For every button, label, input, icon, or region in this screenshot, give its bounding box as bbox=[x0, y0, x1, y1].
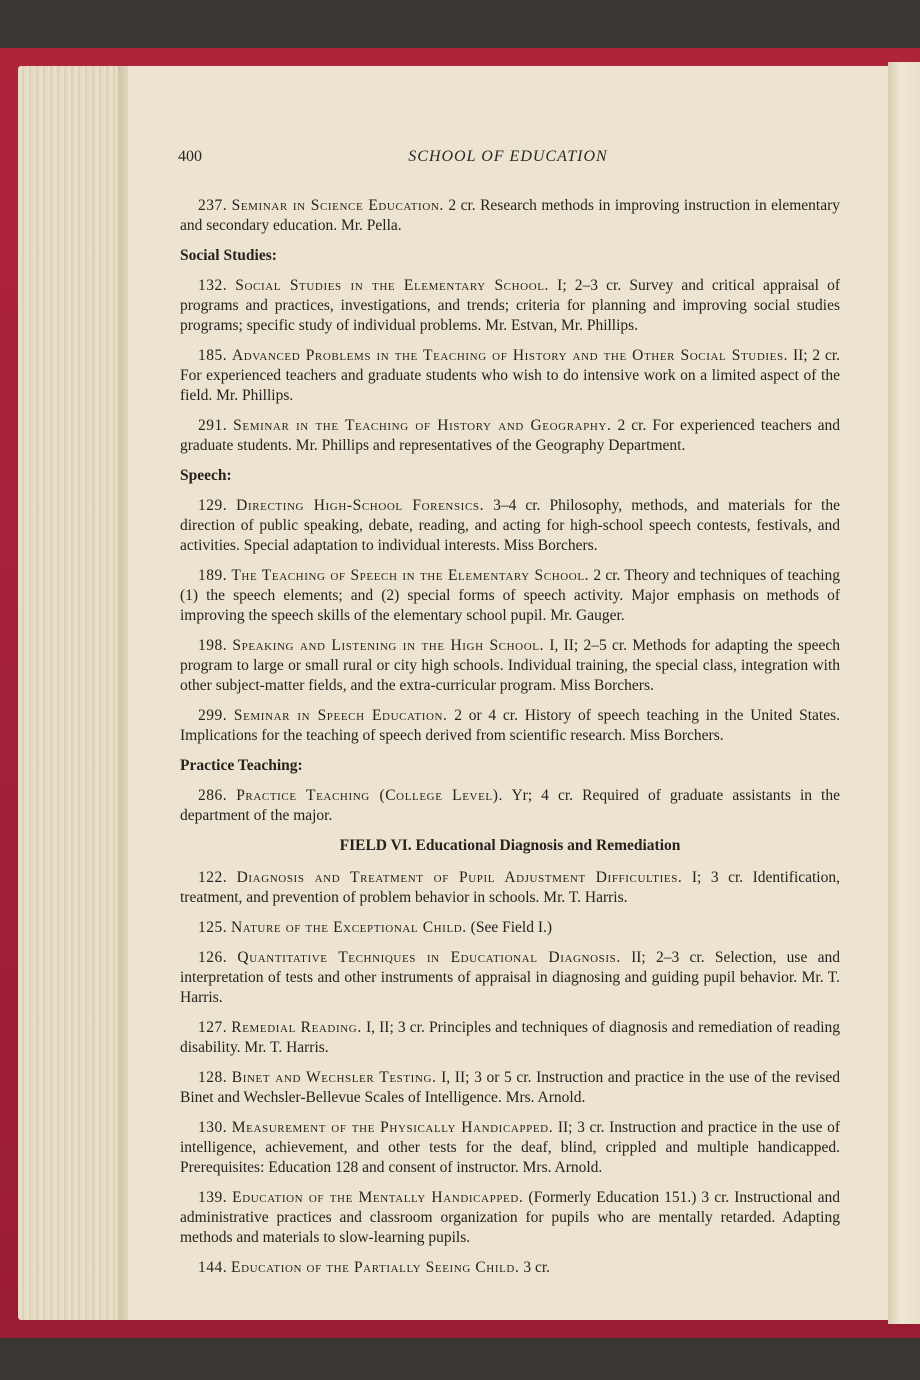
course-entry bbox=[180, 416, 840, 456]
course-number: 286. bbox=[198, 787, 228, 804]
course-number: 198. bbox=[198, 637, 228, 654]
course-entry bbox=[180, 1018, 840, 1058]
course-entry bbox=[180, 276, 840, 336]
course-description: II; 2 cr. For experienced teachers and graduate students who wish to do intensive work on a limited aspect of the field. Mr. Phillips. bbox=[180, 347, 841, 404]
course-title: Remedial Reading. bbox=[231, 1019, 362, 1036]
course-number: 185. bbox=[198, 347, 228, 364]
course-number: 189. bbox=[198, 567, 228, 584]
course-number: 125. bbox=[198, 919, 228, 936]
course-entry bbox=[180, 496, 840, 556]
course-description: II; 3 cr. Instruction and practice in the use of intelligence, achievement, and other tests for the deaf, blind, crippled and multiple handicapped. Prerequisites: Education 128 and consent of instructor. Mrs. Arnold. bbox=[180, 1119, 840, 1176]
course-number: 144. bbox=[198, 1259, 228, 1276]
field-heading: FIELD VI. Educational Diagnosis and Remediation bbox=[339, 837, 681, 854]
course-listing bbox=[180, 196, 840, 1288]
course-description: (See Field I.) bbox=[470, 919, 553, 936]
course-title: Binet and Wechsler Testing. bbox=[231, 1069, 437, 1086]
page-number: 400 bbox=[178, 148, 202, 165]
section-heading: Practice Teaching: bbox=[180, 757, 303, 774]
course-number: 122. bbox=[198, 869, 228, 886]
course-title: Advanced Problems in the Teaching of History and the Other Social Studies. bbox=[231, 347, 789, 364]
course-entry bbox=[180, 786, 840, 826]
course-entry bbox=[180, 1258, 840, 1278]
course-entry bbox=[180, 636, 840, 696]
section-heading: Speech: bbox=[180, 467, 232, 484]
course-description: I, II; 3 or 5 cr. Instruction and practice in the use of the revised Binet and Wechsler-Bellevue Scales of Intelligence. Mrs. Arnold. bbox=[180, 1069, 841, 1106]
course-entry bbox=[180, 868, 840, 908]
course-description: I; 3 cr. Identification, treatment, and prevention of problem behavior in schools. Mr. T. Harris. bbox=[180, 869, 840, 906]
course-title: Education of the Mentally Handicapped. bbox=[232, 1189, 524, 1206]
course-title: Practice Teaching (College Level). bbox=[236, 787, 503, 804]
course-number: 127. bbox=[198, 1019, 228, 1036]
course-number: 299. bbox=[198, 707, 228, 724]
course-number: 126. bbox=[198, 949, 228, 966]
course-description: 3 cr. bbox=[523, 1259, 551, 1276]
course-description: 2 cr. Research methods in improving instruction in elementary and secondary education. Mr. Pella. bbox=[180, 197, 841, 234]
course-title: Nature of the Exceptional Child. bbox=[231, 919, 467, 936]
running-head: SCHOOL OF EDUCATION bbox=[408, 148, 608, 165]
course-entry bbox=[180, 1068, 840, 1108]
course-title: Measurement of the Physically Handicapped. bbox=[231, 1119, 554, 1136]
course-description: I, II; 3 cr. Principles and techniques of diagnosis and remediation of reading disability. Mr. T. Harris. bbox=[180, 1019, 840, 1056]
course-entry bbox=[180, 918, 840, 938]
course-number: 237. bbox=[198, 197, 228, 214]
course-number: 130. bbox=[198, 1119, 228, 1136]
course-description: I, II; 2–5 cr. Methods for adapting the speech program to large or small rural or city high schools. Individual training, the special class, integration with other subject-matter fields, and the extra-curricular program. Miss Borchers. bbox=[180, 637, 841, 694]
page-header bbox=[178, 148, 838, 170]
course-title: Speaking and Listening in the High School. bbox=[232, 637, 545, 654]
course-number: 128. bbox=[198, 1069, 228, 1086]
course-entry bbox=[180, 346, 840, 406]
course-description: 3–4 cr. Philosophy, methods, and materials for the direction of public speaking, debate, reading, and acting for high-school speech contests, festivals, and activities. Special adaptation to individual interests. Miss Borchers. bbox=[180, 497, 840, 554]
course-title: Quantitative Techniques in Educational Diagnosis. bbox=[237, 949, 621, 966]
course-number: 139. bbox=[198, 1189, 228, 1206]
course-description: 2 cr. Theory and techniques of teaching (1) the speech elements; and (2) special forms of speech activity. Major emphasis on methods of improving the speech skills of the elementary school pupil. Mr. Gauger. bbox=[180, 567, 841, 624]
course-title: Diagnosis and Treatment of Pupil Adjustment Difficulties. bbox=[236, 869, 683, 886]
course-description: I; 2–3 cr. Survey and critical appraisal of programs and practices, investigations, and trends; criteria for planning and improving social studies programs; specific study of individual problems. Mr. Estvan, Mr. Phillips. bbox=[180, 277, 841, 334]
course-description: 2 or 4 cr. History of speech teaching in the United States. Implications for the teaching of speech derived from scientific research. Miss Borchers. bbox=[180, 707, 841, 744]
course-title: Seminar in the Teaching of History and Geography. bbox=[233, 417, 612, 434]
course-number: 132. bbox=[198, 277, 228, 294]
course-entry bbox=[180, 706, 840, 746]
section-heading: Social Studies: bbox=[180, 247, 277, 264]
course-description: Yr; 4 cr. Required of graduate assistants in the department of the major. bbox=[180, 787, 840, 824]
adjacent-page-edge bbox=[888, 62, 920, 1324]
course-title: The Teaching of Speech in the Elementary School. bbox=[231, 567, 590, 584]
course-description: II; 2–3 cr. Selection, use and interpretation of tests and other instruments of appraisal in diagnosing and guiding pupil behavior. Mr. T. Harris. bbox=[180, 949, 840, 1006]
course-number: 129. bbox=[198, 497, 228, 514]
course-entry bbox=[180, 566, 840, 626]
course-entry bbox=[180, 1118, 840, 1178]
course-entry bbox=[180, 196, 840, 236]
course-entry bbox=[180, 1188, 840, 1248]
course-number: 291. bbox=[198, 417, 228, 434]
course-title: Seminar in Science Education. bbox=[231, 197, 444, 214]
course-title: Seminar in Speech Education. bbox=[233, 707, 448, 724]
course-title: Education of the Partially Seeing Child. bbox=[231, 1259, 520, 1276]
course-title: Social Studies in the Elementary School. bbox=[235, 277, 550, 294]
course-description: 2 cr. For experienced teachers and graduate students. Mr. Phillips and representatives of the Geography Department. bbox=[180, 417, 841, 454]
page-edges bbox=[18, 66, 128, 1320]
course-description: (Formerly Education 151.) 3 cr. Instructional and administrative practices and classroom organization for pupils who are mentally retarded. Adapting methods and materials to slow-learning pupils. bbox=[180, 1189, 840, 1246]
course-entry bbox=[180, 948, 840, 1008]
course-title: Directing High-School Forensics. bbox=[236, 497, 485, 514]
